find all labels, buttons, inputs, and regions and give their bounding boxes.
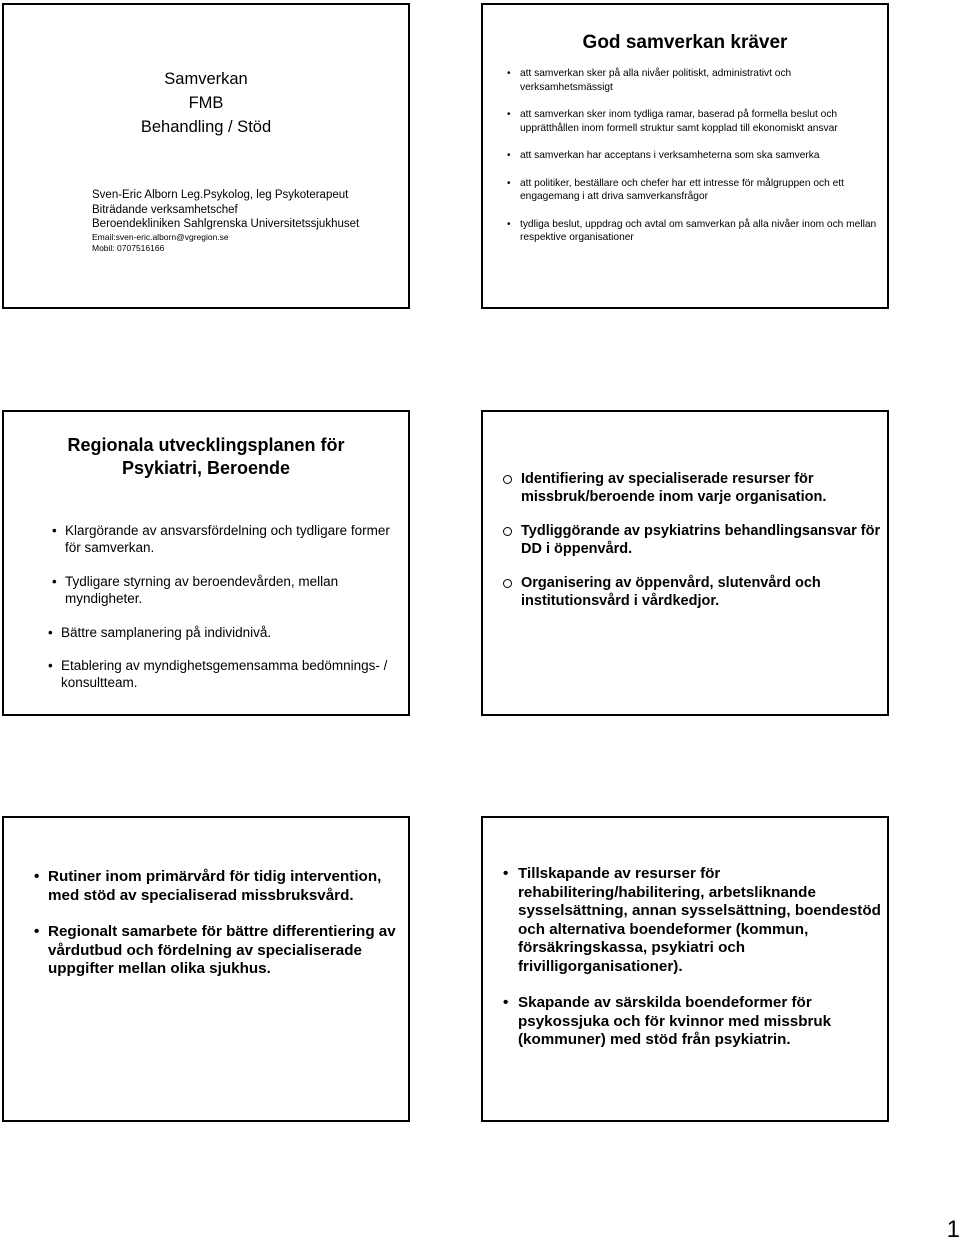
slide-5: [2, 816, 410, 1122]
list-item: • att samverkan sker på alla nivåer politiskt, administrativt och verksamhetsmässigt: [507, 67, 879, 94]
slide-2-heading: God samverkan kräver: [582, 32, 788, 53]
presenter-role: Biträdande verksamhetschef: [92, 203, 238, 216]
title-line: Behandling / Stöd: [140, 118, 272, 136]
slide-4-bullet-list: [501, 470, 881, 626]
slide-1: [2, 3, 410, 309]
slide-6-bullet-list: [501, 865, 881, 1068]
list-item: • att samverkan har acceptans i verksamheterna som ska samverka: [507, 149, 879, 163]
slide-3-heading: [4, 434, 408, 480]
slide-4: [481, 410, 889, 716]
presenter-info: [92, 188, 359, 254]
title-line: Samverkan: [164, 70, 248, 88]
heading-line: Psykiatri, Beroende: [121, 458, 291, 478]
list-item: Organisering av öppenvård, slutenvård och institutionsvård i vårdkedjor.: [501, 574, 881, 610]
list-item: • Skapande av särskilda boendeformer för psykossjuka och för kvinnor med missbruk (kommuner) med stöd från psykiatrin.: [501, 994, 881, 1050]
slide-5-bullet-list: [34, 868, 404, 997]
list-item: • att samverkan sker inom tydliga ramar, baserad på formella beslut och upprätthållen inom formell struktur samt kopplad till ekonomiskt ansvar: [507, 108, 879, 135]
list-item: • Bättre samplanering på individnivå.: [48, 624, 402, 641]
list-item: • Rutiner inom primärvård för tidig intervention, med stöd av specialiserad missbruksvård.: [34, 868, 404, 905]
list-item: • att politiker, beställare och chefer har ett intresse för målgruppen och ett engagemang i att driva samverkansfrågor: [507, 177, 879, 204]
list-item: Identifiering av specialiserade resurser för missbruk/beroende inom varje organisation.: [501, 470, 881, 506]
presenter-phone: Mobil: 0707516166: [92, 242, 165, 253]
slide-6: [481, 816, 889, 1122]
presenter-email: Email:sven-eric.alborn@vgregion.se: [92, 231, 229, 242]
slide-2: [481, 3, 889, 309]
presenter-clinic: Beroendekliniken Sahlgrenska Universitetssjukhuset: [92, 218, 360, 230]
list-item: • Klargörande av ansvarsfördelning och tydligare former för samverkan.: [52, 522, 402, 556]
list-item: • Etablering av myndighetsgemensamma bedömnings- / konsultteam.: [48, 657, 402, 691]
list-item: • Regionalt samarbete för bättre differentiering av vårdutbud och fördelning av specialiserade uppgifter mellan olika sjukhus.: [34, 923, 404, 979]
title-line: FMB: [188, 94, 224, 112]
list-item: • Tydligare styrning av beroendevården, mellan myndigheter.: [52, 573, 402, 607]
heading-line: Regionala utvecklingsplanen för: [67, 435, 345, 455]
slide-3-bullet-list: [52, 522, 402, 691]
slide-3: [2, 410, 410, 716]
list-item: Tydliggörande av psykiatrins behandlingsansvar för DD i öppenvård.: [501, 522, 881, 558]
slide-1-title: [4, 67, 408, 139]
presenter-name-title: Sven-Eric Alborn Leg.Psykolog, leg Psykoterapeut: [92, 189, 349, 201]
list-item: • tydliga beslut, uppdrag och avtal om samverkan på alla nivåer inom och mellan respektive organisationer: [507, 218, 879, 245]
list-item: • Tillskapande av resurser för rehabilitering/habilitering, arbetsliknande sysselsättning, annan sysselsättning, boendestöd och alternativa boendeformer (kommun, försäkringskassa, psykiatri och frivilligorganisationer).: [501, 865, 881, 976]
page-number: 1: [946, 1216, 960, 1243]
slide-2-bullet-list: [507, 67, 879, 259]
